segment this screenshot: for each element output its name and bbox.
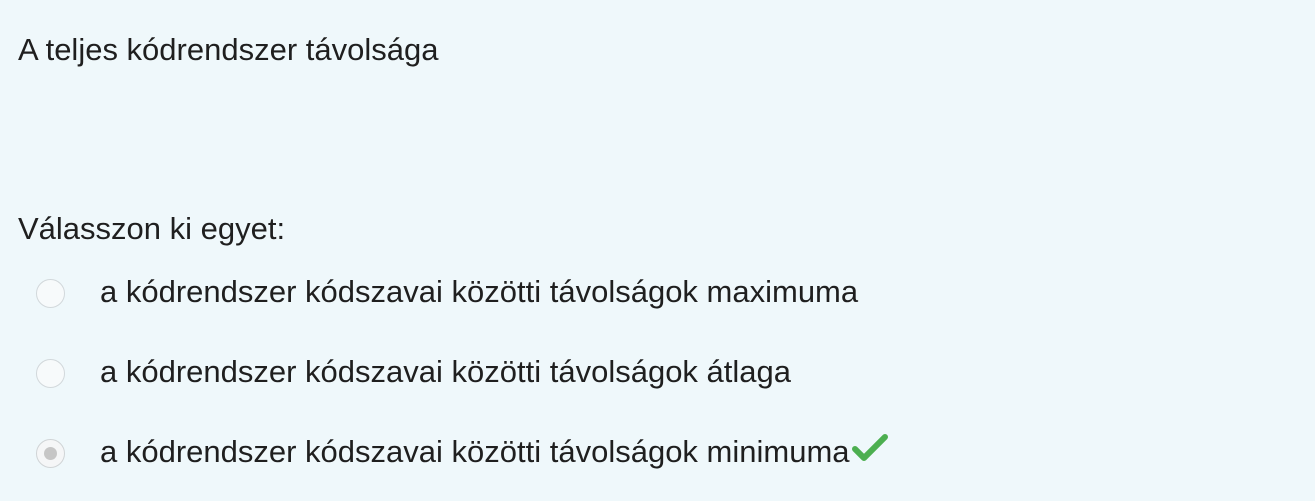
checkmark-icon [852,434,888,464]
answer-label-1[interactable]: a kódrendszer kódszavai közötti távolságok maximuma [100,274,859,309]
answer-option-2[interactable] [36,347,1236,427]
answer-radio-3-selected[interactable] [36,439,65,468]
answer-option-1[interactable] [36,267,1236,347]
answer-label-2[interactable]: a kódrendszer kódszavai közötti távolságok átlaga [100,354,792,389]
question-text: A teljes kódrendszer távolsága [18,32,439,67]
answer-option-3[interactable] [36,427,1236,501]
answer-list [36,267,1236,501]
answer-radio-1[interactable] [36,279,65,308]
answer-label-3-text: a kódrendszer kódszavai közötti távolságok minimuma [100,434,850,469]
radio-selected-dot [44,447,57,460]
answer-prompt: Válasszon ki egyet: [18,211,286,246]
answer-radio-2[interactable] [36,359,65,388]
answer-label-3[interactable] [100,427,888,477]
